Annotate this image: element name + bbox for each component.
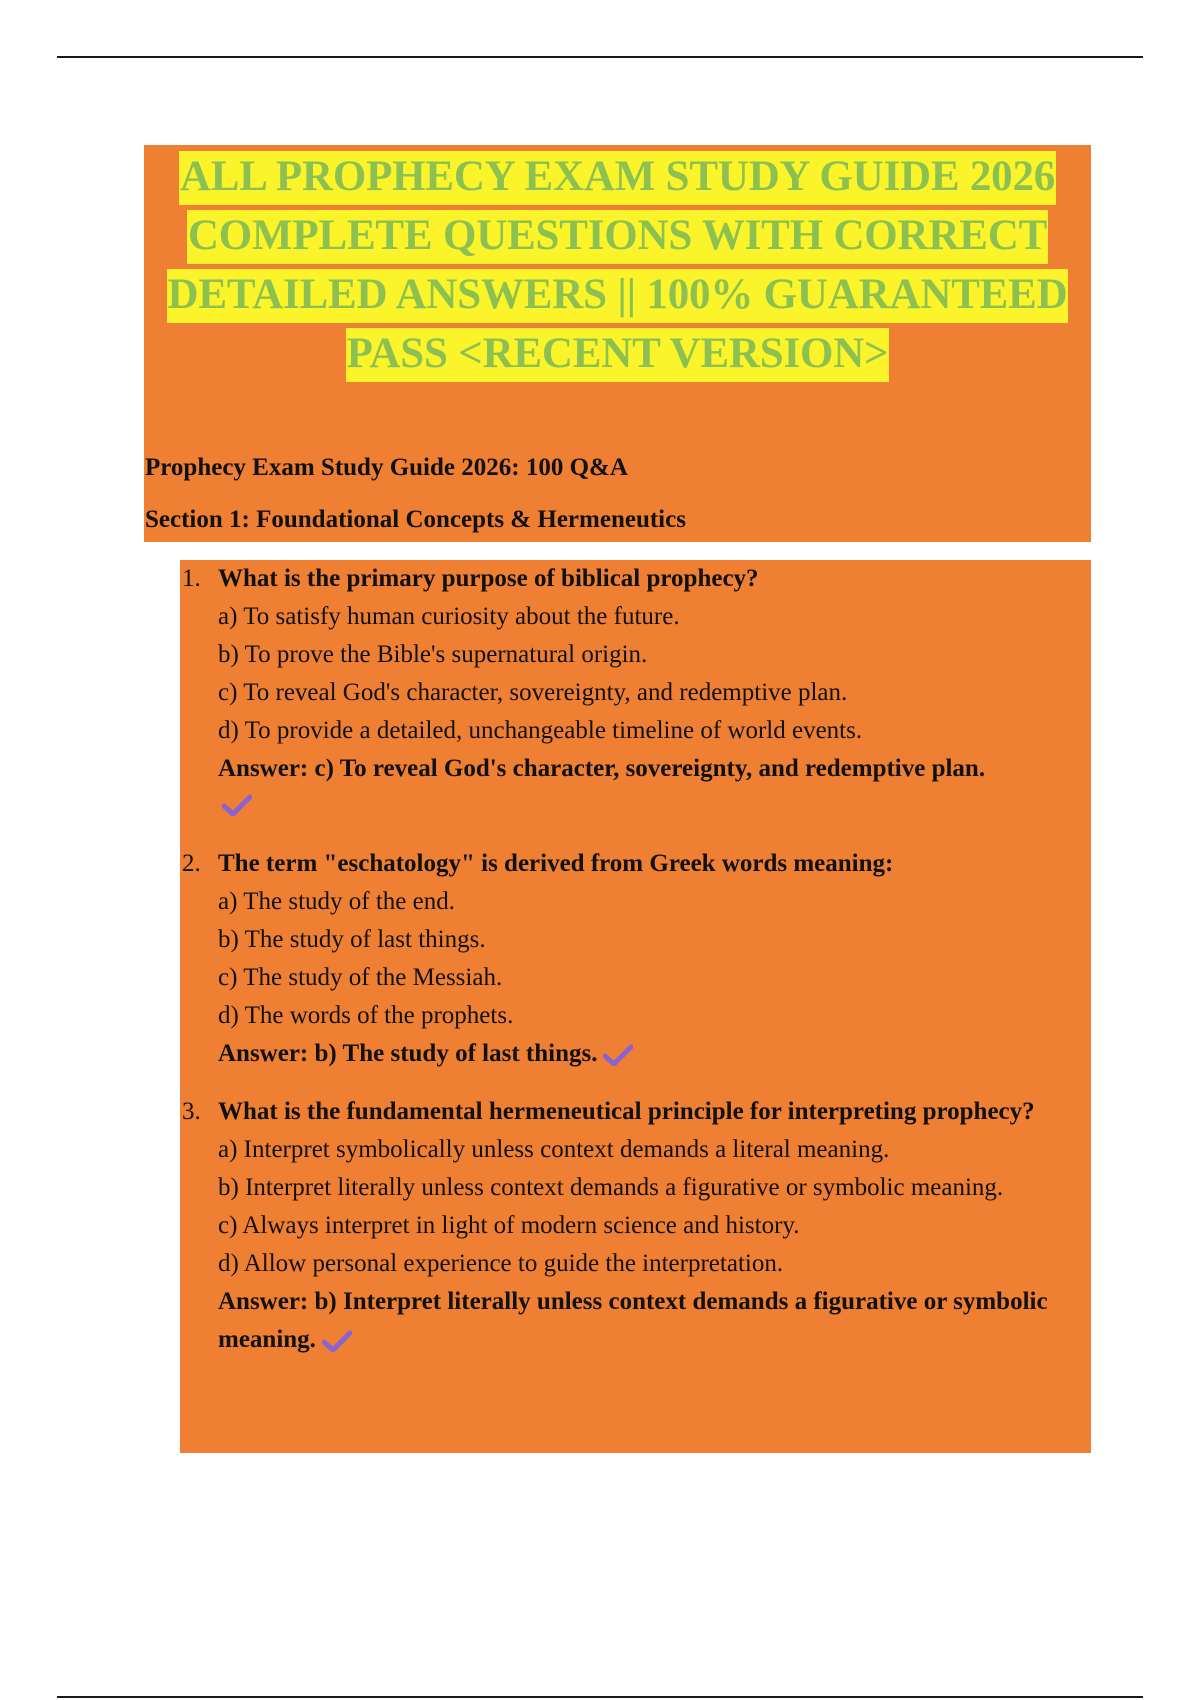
question-number: 1. — [182, 565, 201, 592]
questions-block — [180, 560, 1091, 1453]
header-block — [144, 145, 1091, 542]
option-c: c) The study of the Messiah. — [218, 964, 503, 991]
top-rule — [57, 56, 1143, 58]
option-b: b) To prove the Bible's supernatural origin. — [218, 641, 648, 668]
section-heading: Section 1: Foundational Concepts & Hermeneutics — [145, 506, 686, 533]
checkmark-icon — [603, 1044, 633, 1066]
title-line-2: COMPLETE QUESTIONS WITH CORRECT — [187, 210, 1048, 264]
document-title — [144, 145, 1091, 383]
title-line-3: DETAILED ANSWERS || 100% GUARANTEED — [167, 269, 1069, 323]
option-a: a) The study of the end. — [218, 888, 455, 915]
question-number: 2. — [182, 850, 201, 877]
option-a: a) To satisfy human curiosity about the future. — [218, 603, 680, 630]
option-c: c) Always interpret in light of modern science and history. — [218, 1212, 800, 1239]
checkmark-icon — [222, 794, 252, 816]
option-d: d) To provide a detailed, unchangeable timeline of world events. — [218, 717, 863, 744]
checkmark-icon — [322, 1330, 352, 1352]
title-line-4: PASS <RECENT VERSION> — [346, 328, 890, 382]
question-text: The term "eschatology" is derived from Greek words meaning: — [218, 850, 894, 877]
question-text: What is the fundamental hermeneutical principle for interpreting prophecy? — [218, 1098, 1035, 1125]
question-body — [218, 1093, 1088, 1359]
question-body — [218, 845, 1088, 1073]
option-a: a) Interpret symbolically unless context demands a literal meaning. — [218, 1136, 890, 1163]
option-c: c) To reveal God's character, sovereignty, and redemptive plan. — [218, 679, 848, 706]
title-line-1: ALL PROPHECY EXAM STUDY GUIDE 2026 — [179, 151, 1056, 205]
option-b: b) Interpret literally unless context demands a figurative or symbolic meaning. — [218, 1174, 1004, 1201]
answer-text: Answer: b) The study of last things. — [218, 1040, 598, 1067]
question-number: 3. — [182, 1098, 201, 1125]
answer-text: Answer: c) To reveal God's character, sovereignty, and redemptive plan. — [218, 755, 986, 782]
question-body — [218, 560, 1088, 816]
option-d: d) Allow personal experience to guide the interpretation. — [218, 1250, 784, 1277]
answer-line — [218, 1035, 1088, 1073]
bottom-rule — [57, 1696, 1143, 1698]
option-d: d) The words of the prophets. — [218, 1002, 514, 1029]
answer-text: Answer: b) Interpret literally unless context demands a figurative or symbolic meaning. — [218, 1288, 1048, 1353]
answer-line — [218, 1283, 1088, 1359]
guide-subtitle: Prophecy Exam Study Guide 2026: 100 Q&A — [145, 454, 628, 481]
option-b: b) The study of last things. — [218, 926, 486, 953]
question-text: What is the primary purpose of biblical prophecy? — [218, 565, 759, 592]
